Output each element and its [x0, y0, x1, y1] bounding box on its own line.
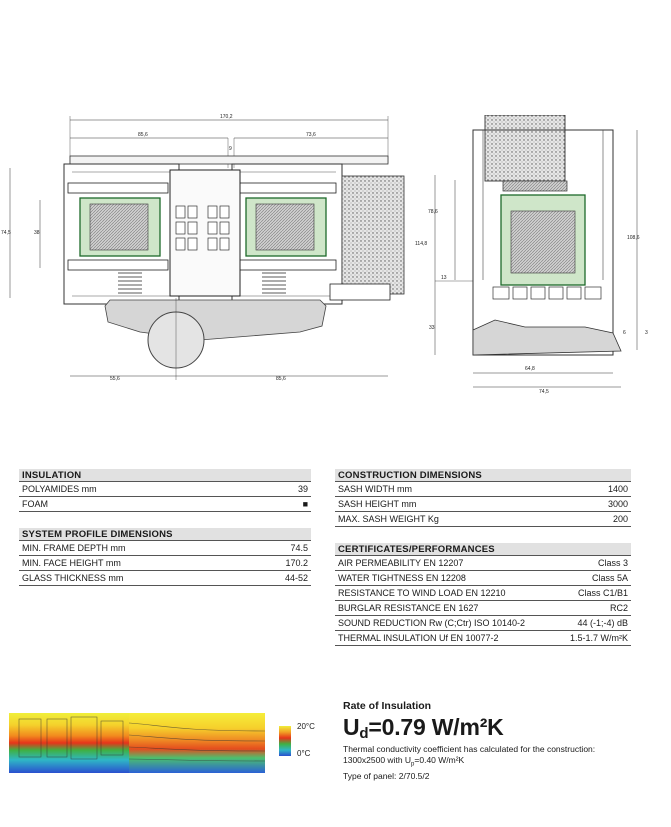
row-value: ■ — [302, 499, 308, 509]
dim-r-h3: 108,6 — [627, 235, 640, 241]
dim-height-outer: 74,5 — [1, 230, 11, 236]
row-label: MIN. FACE HEIGHT mm — [22, 558, 121, 568]
table-title: CONSTRUCTION DIMENSIONS — [335, 469, 631, 482]
row-value: 74.5 — [290, 543, 308, 553]
row-value: 170.2 — [285, 558, 308, 568]
panel-type: Type of panel: 2/70.5/2 — [343, 770, 430, 781]
dim-r-w1: 64,8 — [525, 366, 535, 372]
thermal-simulation-image — [9, 713, 265, 773]
table-row — [335, 631, 631, 646]
table-row — [19, 556, 311, 571]
dim-right-width: 73,6 — [306, 132, 316, 138]
table-construction — [335, 469, 631, 527]
table-row — [19, 482, 311, 497]
row-label: MAX. SASH WEIGHT Kg — [338, 514, 439, 524]
row-label: BURGLAR RESISTANCE EN 1627 — [338, 603, 479, 613]
row-label: SASH HEIGHT mm — [338, 499, 417, 509]
row-value: RC2 — [609, 603, 628, 613]
dim-height-inner: 38 — [34, 230, 40, 236]
dim-overall: 170,2 — [220, 114, 233, 120]
table-row — [335, 571, 631, 586]
row-value: 44-52 — [284, 573, 308, 583]
table-title: SYSTEM PROFILE DIMENSIONS — [19, 528, 311, 541]
row-value: 44 (-1;-4) dB — [577, 618, 628, 628]
table-row — [335, 586, 631, 601]
dim-bottom-left: 55,6 — [110, 376, 120, 382]
dim-r-s2: 3 — [645, 330, 648, 336]
dim-r-d1: 13 — [441, 275, 447, 281]
section-drawing-right — [415, 115, 655, 400]
table-row — [335, 482, 631, 497]
table-row — [335, 497, 631, 512]
row-label: POLYAMIDES mm — [22, 484, 97, 494]
table-title: CERTIFICATES/PERFORMANCES — [335, 543, 631, 556]
row-label: GLASS THICKNESS mm — [22, 573, 124, 583]
row-value: Class 5A — [591, 573, 628, 583]
row-value: 3000 — [607, 499, 628, 509]
row-value: 200 — [612, 514, 628, 524]
rate-construction — [343, 755, 663, 771]
rate-construction-text: 1300x2500 with U — [343, 755, 412, 765]
row-label: MIN. FRAME DEPTH mm — [22, 543, 126, 553]
table-row — [335, 616, 631, 631]
row-label: THERMAL INSULATION Uf EN 10077-2 — [338, 633, 499, 643]
dim-r-h2: 114,8 — [415, 241, 428, 247]
table-row — [335, 601, 631, 616]
row-value: 39 — [297, 484, 308, 494]
ud-value — [343, 714, 663, 742]
row-value: Class 3 — [597, 558, 628, 568]
row-label: SOUND REDUCTION Rw (C;Ctr) ISO 10140-2 — [338, 618, 526, 628]
row-label: AIR PERMEABILITY EN 12207 — [338, 558, 464, 568]
dim-r-w2: 74,5 — [539, 389, 549, 395]
row-value: 1400 — [607, 484, 628, 494]
temperature-legend-bar — [279, 726, 291, 756]
row-label: FOAM — [22, 499, 48, 509]
rate-of-insulation-block — [343, 700, 663, 782]
up-subscript: p — [411, 761, 415, 768]
row-label: RESISTANCE TO WIND LOAD EN 12210 — [338, 588, 506, 598]
dim-r-d2: 33 — [429, 325, 435, 331]
table-row — [19, 497, 311, 512]
row-label: SASH WIDTH mm — [338, 484, 412, 494]
table-row — [19, 571, 311, 586]
table-row — [335, 556, 631, 571]
table-system-profile — [19, 528, 311, 586]
dim-left-width: 85,6 — [138, 132, 148, 138]
rate-description: Thermal conductivity coefficient has calculated for the construction: — [343, 744, 596, 754]
legend-bottom-label: 0°C — [297, 749, 311, 758]
up-value: =0.40 W/m²K — [414, 755, 465, 765]
dim-r-s1: 6 — [623, 330, 626, 336]
dim-bottom-right: 85,6 — [276, 376, 286, 382]
table-insulation — [19, 469, 311, 512]
ud-number: =0.79 W/m²K — [368, 714, 504, 740]
ud-symbol: U — [343, 714, 360, 740]
row-value: 1.5-1.7 W/m²K — [569, 633, 628, 643]
row-label: WATER TIGHTNESS EN 12208 — [338, 573, 466, 583]
section-drawing-left — [0, 108, 420, 383]
row-value: Class C1/B1 — [577, 588, 628, 598]
table-row — [335, 512, 631, 527]
table-title: INSULATION — [19, 469, 311, 482]
legend-top-label: 20°C — [297, 722, 315, 731]
ud-subscript: d — [359, 725, 369, 742]
table-certificates — [335, 543, 631, 646]
rate-title: Rate of Insulation — [343, 700, 432, 712]
dim-r-h1: 78,6 — [428, 209, 438, 215]
dim-center: 9 — [229, 146, 232, 152]
table-row — [19, 541, 311, 556]
